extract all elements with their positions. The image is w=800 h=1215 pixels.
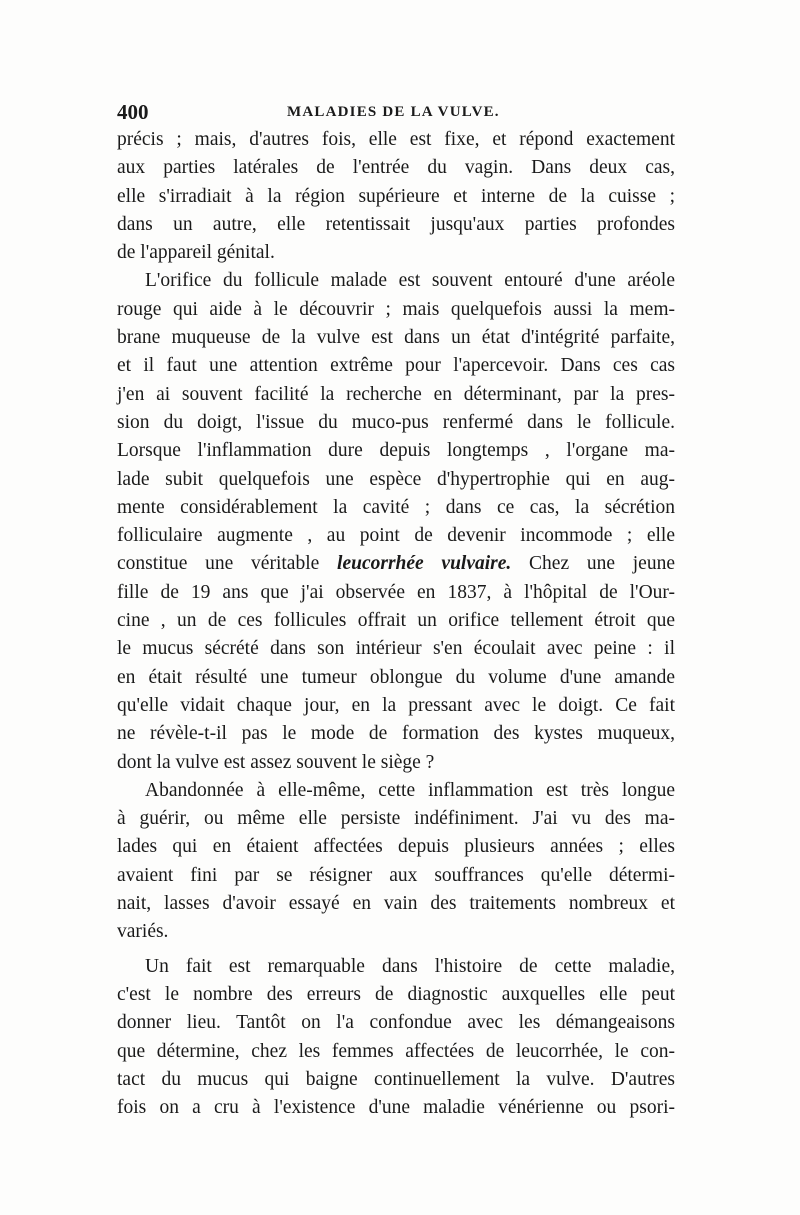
italic-term: leucorrhée vulvaire. [337, 553, 512, 575]
text-line: lades qui en étaient affectées depuis plusieurs années ; elles [117, 836, 675, 858]
text-line: et il faut une attention extrême pour l'apercevoir. Dans ces cas [117, 355, 675, 377]
page-header [117, 100, 675, 126]
text-line: ne révèle-t-il pas le mode de formation des kystes muqueux, [117, 723, 675, 745]
paragraph [117, 777, 675, 947]
body-text [117, 126, 675, 1122]
text-line: nait, lasses d'avoir essayé en vain des traitements nombreux et [117, 893, 675, 915]
text-run: Chez une jeune [529, 553, 675, 575]
text-line: L'orifice du follicule malade est souvent entouré d'une aréole [145, 270, 675, 292]
text-line: qu'elle vidait chaque jour, en la pressant avec le doigt. Ce fait [117, 694, 675, 716]
text-line: à guérir, ou même elle persiste indéfiniment. J'ai vu des ma- [117, 808, 675, 830]
text-line: cine , un de ces follicules offrait un orifice tellement étroit que [117, 610, 675, 632]
text-line: donner lieu. Tantôt on l'a confondue avec les démangeaisons [117, 1012, 675, 1034]
text-line: tact du mucus qui baigne continuellement la vulve. D'autres [117, 1068, 675, 1090]
text-line: Un fait est remarquable dans l'histoire de cette maladie, [145, 955, 675, 977]
text-line: le mucus sécrété dans son intérieur s'en écoulait avec peine : il [117, 638, 675, 660]
text-line [117, 550, 675, 578]
text-line: rouge qui aide à le découvrir ; mais quelquefois aussi la mem- [117, 298, 675, 320]
text-line: c'est le nombre des erreurs de diagnostic auxquelles elle peut [117, 983, 675, 1005]
text-line: avaient fini par se résigner aux souffrances qu'elle détermi- [117, 864, 675, 886]
text-line: dont la vulve est assez souvent le siège ? [117, 751, 435, 773]
running-head: MALADIES DE LA VULVE. [287, 104, 500, 120]
text-line: j'en ai souvent facilité la recherche en déterminant, par la pres- [117, 383, 675, 405]
text-line: mente considérablement la cavité ; dans ce cas, la sécrétion [117, 496, 675, 518]
text-line: que détermine, chez les femmes affectées de leucorrhée, le con- [117, 1040, 675, 1062]
paragraph [117, 267, 675, 776]
text-line: en était résulté une tumeur oblongue du volume d'une amande [117, 666, 675, 688]
text-line: dans un autre, elle retentissait jusqu'aux parties profondes [117, 213, 675, 235]
text-line: elle s'irradiait à la région supérieure et interne de la cuisse ; [117, 185, 675, 207]
text-line: fois on a cru à l'existence d'une maladie vénérienne ou psori- [117, 1097, 675, 1119]
paragraph [117, 953, 675, 1123]
text-run: constitue une véritable [117, 553, 320, 575]
text-line: précis ; mais, d'autres fois, elle est fixe, et répond exactement [117, 129, 675, 150]
paragraph [117, 126, 675, 267]
text-line: de l'appareil génital. [117, 242, 275, 264]
text-line: Abandonnée à elle-même, cette inflammation est très longue [145, 779, 675, 801]
page-number: 400 [117, 100, 149, 124]
text-line: aux parties latérales de l'entrée du vagin. Dans deux cas, [117, 157, 675, 179]
text-line: lade subit quelquefois une espèce d'hypertrophie qui en aug- [117, 468, 675, 490]
text-line: variés. [117, 921, 169, 943]
text-line: brane muqueuse de la vulve est dans un état d'intégrité parfaite, [117, 327, 675, 349]
text-line: folliculaire augmente , au point de devenir incommode ; elle [117, 525, 675, 547]
text-line: sion du doigt, l'issue du muco-pus renfermé dans le follicule. [117, 411, 675, 433]
text-line: Lorsque l'inflammation dure depuis longtemps , l'organe ma- [117, 440, 675, 462]
text-line: fille de 19 ans que j'ai observée en 1837, à l'hôpital de l'Our- [117, 581, 675, 603]
